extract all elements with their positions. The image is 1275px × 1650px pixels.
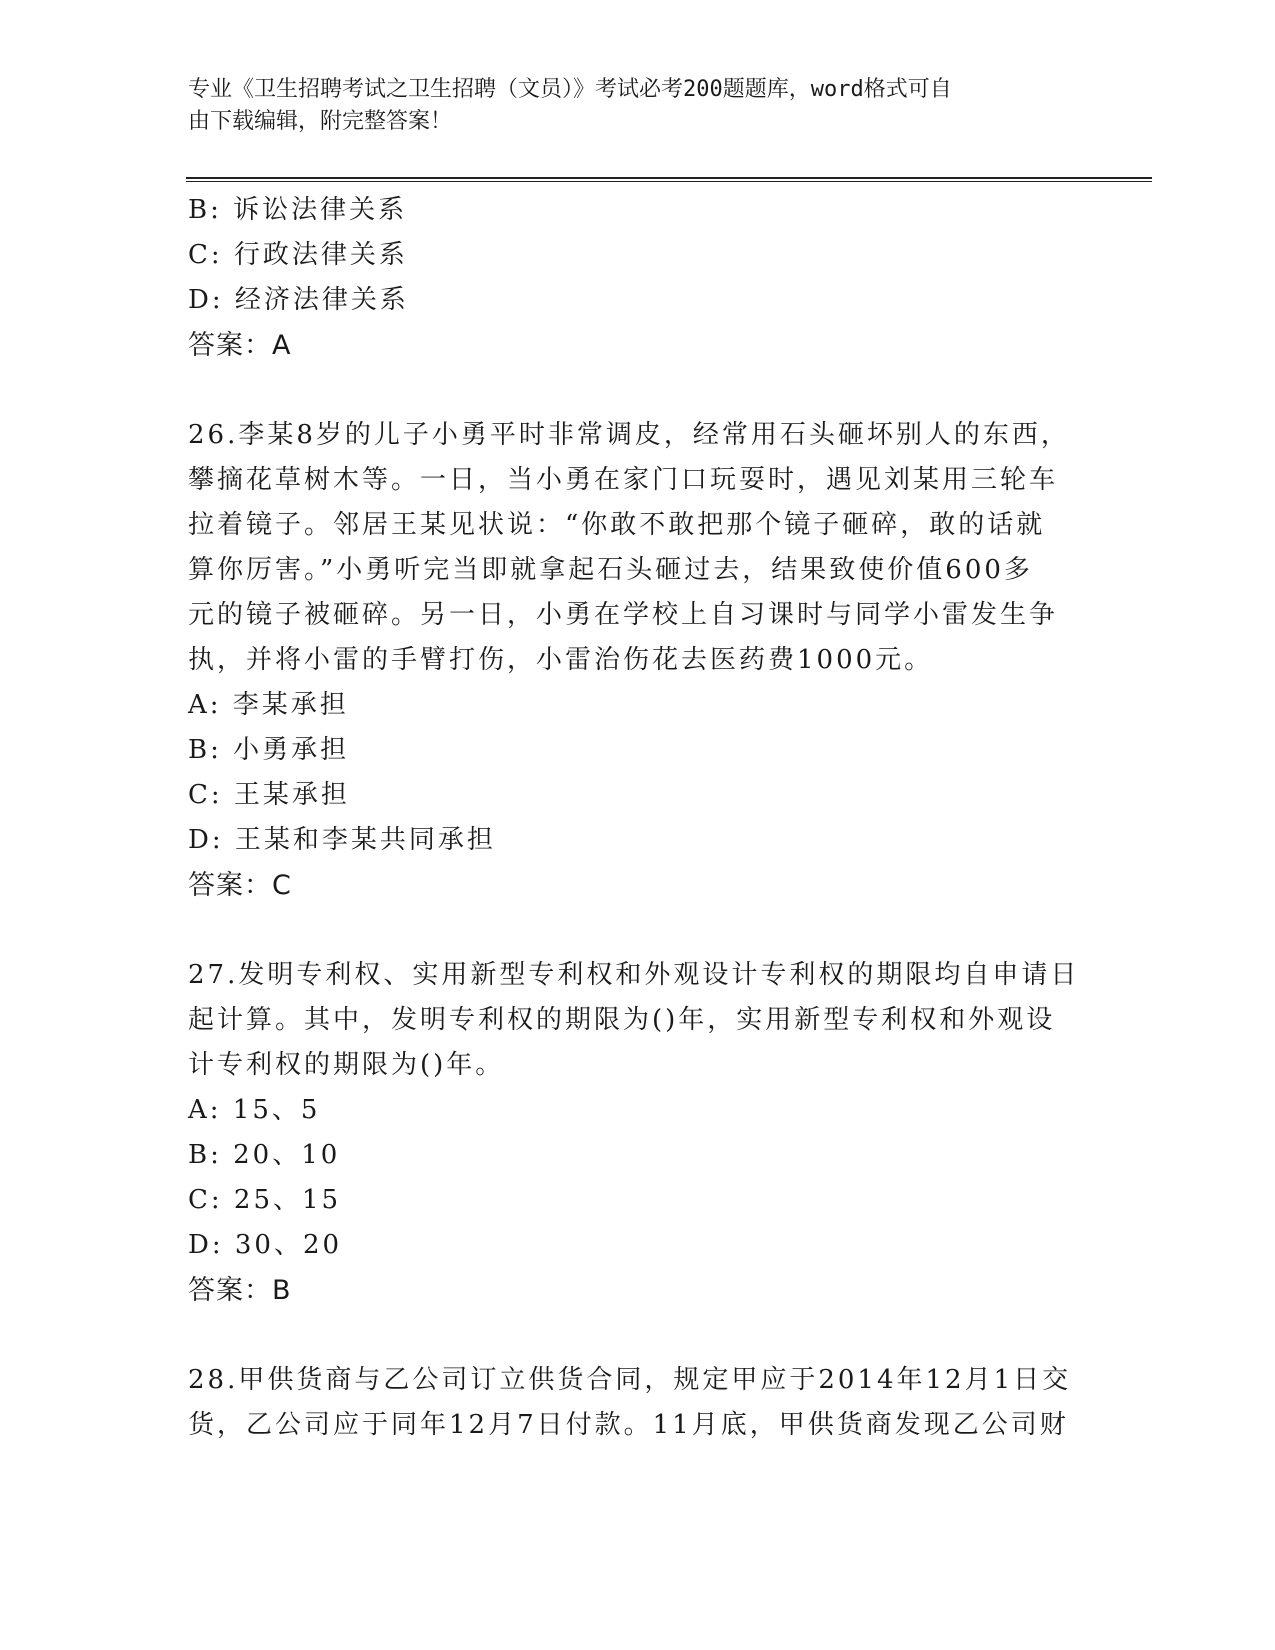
option-d: D: 王某和李某共同承担 — [188, 825, 496, 855]
answer-label: 答案：A — [188, 330, 292, 361]
header-line: 专业《卫生招聘考试之卫生招聘（文员）》考试必考200题题库，word格式可自 — [188, 77, 952, 102]
spacer — [188, 1313, 1088, 1358]
answer-label: 答案：B — [188, 1275, 292, 1306]
document-body — [188, 188, 1088, 1448]
option-d: D: 经济法律关系 — [188, 285, 409, 315]
question-stem-line: 算你厉害。”小勇听完当即就拿起石头砸过去，结果致使价值600多 — [188, 555, 1033, 585]
answer-label: 答案：C — [188, 870, 292, 901]
spacer — [188, 368, 1088, 413]
option-c: C: 25、15 — [188, 1185, 342, 1215]
spacer — [188, 908, 1088, 953]
page-header — [188, 74, 1068, 138]
option-b: B: 小勇承担 — [188, 735, 350, 765]
question-stem-line: 货，乙公司应于同年12月7日付款。11月底，甲供货商发现乙公司财 — [188, 1410, 1069, 1440]
question-stem-line: 27.发明专利权、实用新型专利权和外观设计专利权的期限均自申请日 — [188, 960, 1080, 990]
question-stem-line: 元的镜子被砸碎。另一日，小勇在学校上自习课时与同学小雷发生争 — [188, 600, 1059, 630]
option-d: D: 30、20 — [188, 1230, 343, 1260]
question-stem-line: 28.甲供货商与乙公司订立供货合同，规定甲应于2014年12月1日交 — [188, 1365, 1072, 1395]
question-28 — [188, 1358, 1088, 1448]
question-stem-line: 拉着镜子。邻居王某见状说：“你敢不敢把那个镜子砸碎，敢的话就 — [188, 510, 1046, 540]
option-b: B: 20、10 — [188, 1140, 341, 1170]
header-divider — [186, 177, 1152, 182]
option-b: B: 诉讼法律关系 — [188, 195, 408, 225]
option-a: A: 15、5 — [188, 1095, 321, 1125]
question-27 — [188, 953, 1088, 1313]
option-a: A: 李某承担 — [188, 690, 349, 720]
header-line: 由下载编辑，附完整答案！ — [188, 109, 453, 134]
question-26 — [188, 413, 1088, 908]
question-stem-line: 攀摘花草树木等。一日，当小勇在家门口玩耍时，遇见刘某用三轮车 — [188, 465, 1059, 495]
question-stem-line: 计专利权的期限为()年。 — [188, 1050, 505, 1080]
question-stem-line: 执，并将小雷的手臂打伤，小雷治伤花去医药费1000元。 — [188, 645, 934, 675]
question-stem-line: 起计算。其中，发明专利权的期限为()年，实用新型专利权和外观设 — [188, 1005, 1056, 1035]
option-c: C: 王某承担 — [188, 780, 350, 810]
question-25-tail — [188, 188, 1088, 368]
question-stem-line: 26.李某8岁的儿子小勇平时非常调皮，经常用石头砸坏别人的东西， — [188, 420, 1070, 450]
option-c: C: 行政法律关系 — [188, 240, 408, 270]
